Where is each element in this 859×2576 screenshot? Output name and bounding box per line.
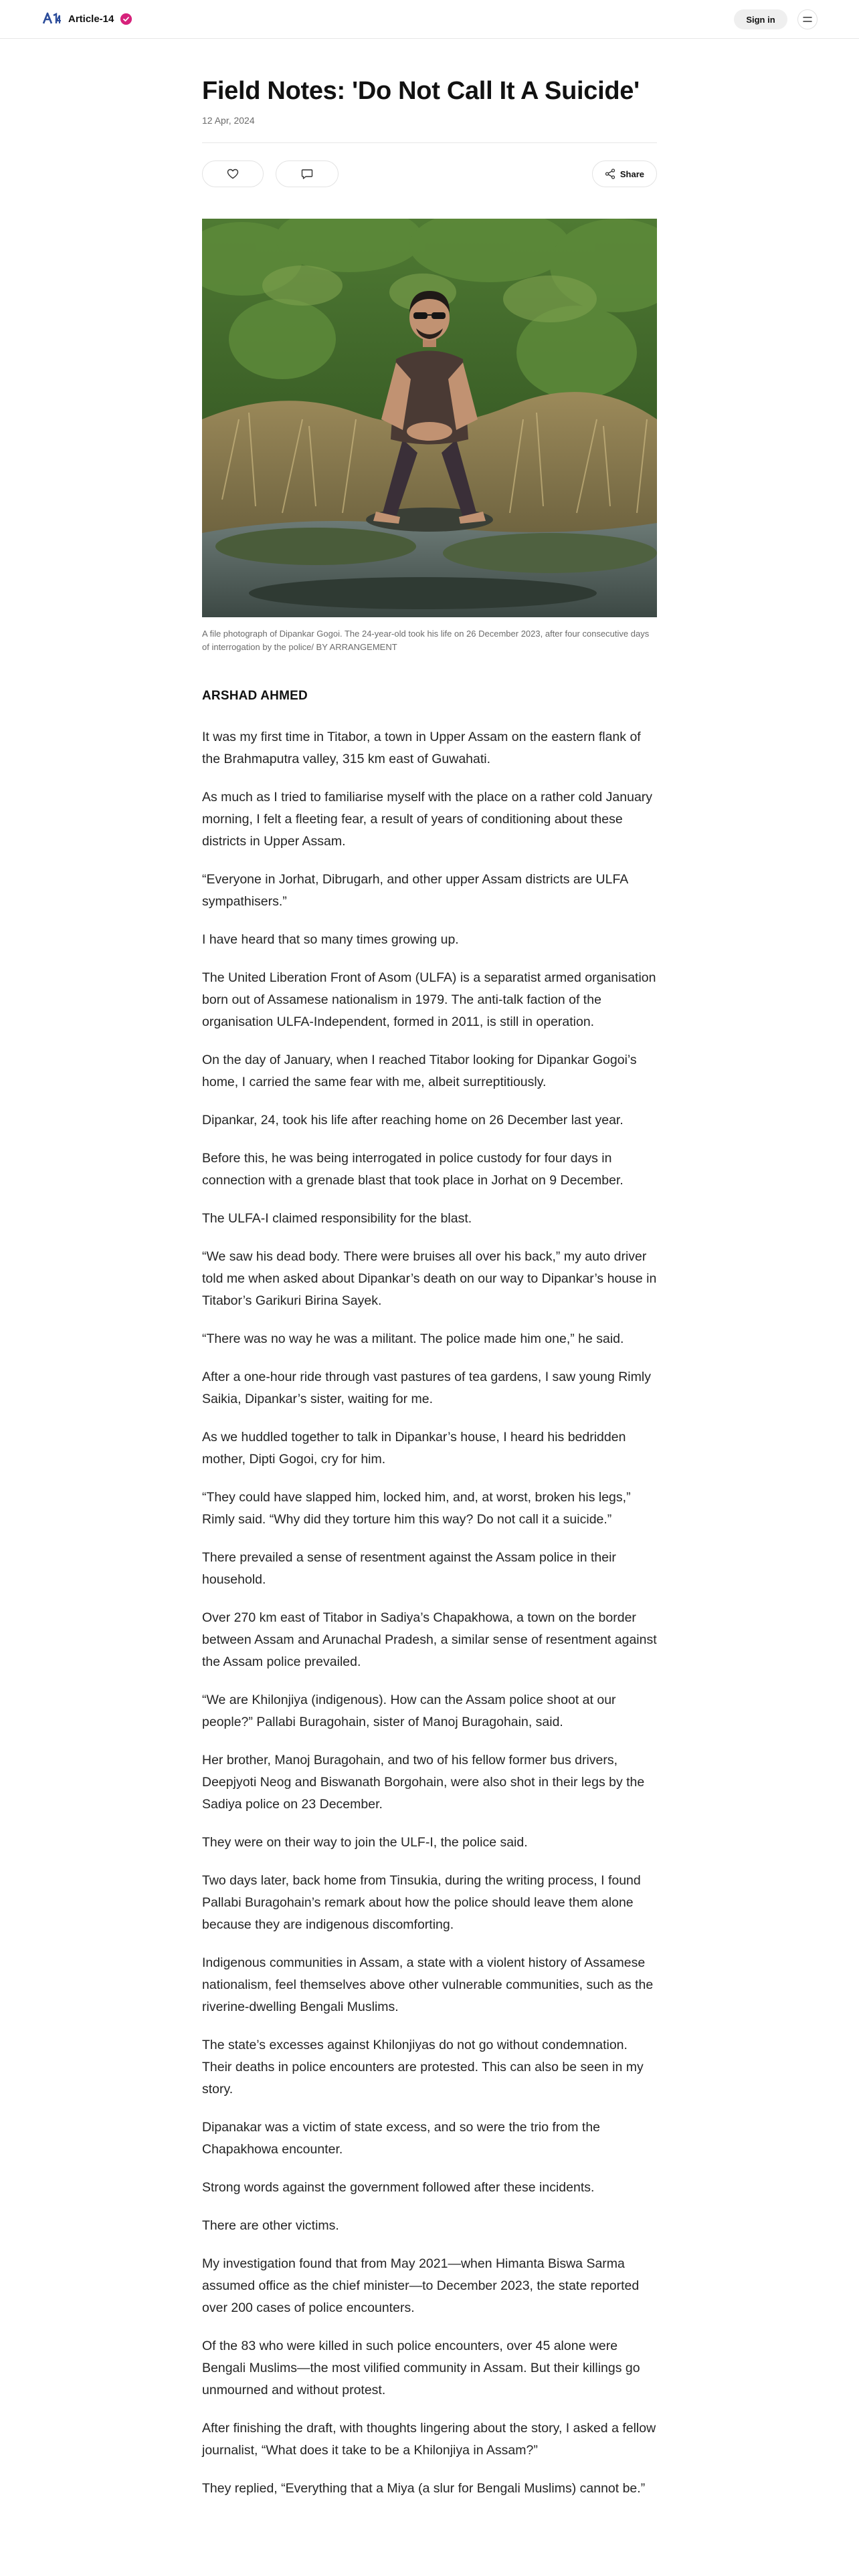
publication-brand[interactable] [41,11,132,26]
article-paragraph: They replied, “Everything that a Miya (a slur for Bengali Muslims) cannot be.” [202,2481,646,2496]
comment-icon [301,169,313,180]
top-navigation-bar [0,0,859,39]
share-button[interactable] [592,160,657,187]
article-paragraph: The ULFA-I claimed responsibility for the blast. [202,1211,472,1226]
article-paragraph: As we huddled together to talk in Dipankar’s house, I heard his bedridden mother, Dipti Gogoi, cry for him. [202,1430,626,1467]
article-paragraph: “Everyone in Jorhat, Dibrugarh, and other upper Assam districts are ULFA sympathisers.” [202,872,628,909]
image-caption: A file photograph of Dipankar Gogoi. The 24-year-old took his life on 26 December 2023, after four consecutive days of interrogation by the police/ BY ARRANGEMENT [202,629,650,652]
article-paragraph: “We are Khilonjiya (indigenous). How can the Assam police shoot at our people?” Pallabi Buragohain, sister of Manoj Buragohain, said. [202,1693,616,1729]
publication-logo-icon [41,11,62,26]
article-title: Field Notes: 'Do Not Call It A Suicide' [202,77,640,105]
article-paragraph: On the day of January, when I reached Titabor looking for Dipankar Gogoi’s home, I carried the same fear with me, albeit surreptitiously. [202,1053,637,1089]
article-actions [202,160,657,187]
article-paragraph: It was my first time in Titabor, a town in Upper Assam on the eastern flank of the Brahmaputra valley, 315 km east of Guwahati. [202,730,641,766]
share-label: Share [619,169,644,179]
publish-date: 12 Apr, 2024 [202,115,255,126]
menu-button[interactable] [797,9,818,29]
author-byline: ARSHAD AHMED [202,689,308,703]
article-paragraph: Strong words against the government followed after these incidents. [202,2180,595,2195]
article-paragraph: Over 270 km east of Titabor in Sadiya’s Chapakhowa, a town on the border between Assam and Arunachal Pradesh, a similar sense of resentment against the Assam police prevailed. [202,1610,657,1669]
article-body [202,726,657,2516]
article-paragraph: Her brother, Manoj Buragohain, and two of his fellow former bus drivers, Deepjyoti Neog and Biswanath Borgohain, were also shot in their legs by the Sadiya police on 23 December. [202,1753,645,1812]
article-paragraph: There prevailed a sense of resentment against the Assam police in their household. [202,1550,616,1587]
article-paragraph: “We saw his dead body. There were bruises all over his back,” my auto driver told me when asked about Dipankar’s death on our way to Dipankar’s house in Titabor’s Garikuri Birina Sayek. [202,1249,657,1308]
article-paragraph: My investigation found that from May 2021—when Himanta Biswa Sarma assumed office as the chief minister—to December 2023, the state reported over 200 cases of police encounters. [202,2256,640,2315]
article-paragraph: The state’s excesses against Khilonjiyas do not go without condemnation. Their deaths in police encounters are protested. This can also be seen in my story. [202,2038,644,2097]
article-paragraph: After finishing the draft, with thoughts lingering about the story, I asked a fellow journalist, “What does it take to be a Khilonjiya in Assam?” [202,2421,656,2458]
menu-icon [803,15,812,23]
comment-button[interactable] [276,160,339,187]
heart-icon [227,169,239,179]
publication-name: Article-14 [68,13,114,25]
article-paragraph: I have heard that so many times growing up. [202,932,459,947]
article-hero-photo [202,219,657,617]
article-paragraph: Indigenous communities in Assam, a state with a violent history of Assamese nationalism, feel themselves above other vulnerable communities, such as the riverine-dwelling Bengali Muslims. [202,1955,654,2014]
like-button[interactable] [202,160,264,187]
article-paragraph: Before this, he was being interrogated in police custody for four days in connection with a grenade blast that took place in Jorhat on 9 December. [202,1151,624,1188]
article-paragraph: After a one-hour ride through vast pastures of tea gardens, I saw young Rimly Saikia, Dipankar’s sister, waiting for me. [202,1370,651,1406]
article-paragraph: “There was no way he was a militant. The police made him one,” he said. [202,1331,624,1346]
article-paragraph: “They could have slapped him, locked him, and, at worst, broken his legs,” Rimly said. “Why did they torture him this way? Do not call it a suicide.” [202,1490,631,1527]
article-paragraph: There are other victims. [202,2218,339,2233]
article-paragraph: Two days later, back home from Tinsukia, during the writing process, I found Pallabi Buragohain’s remark about how the police should leave them alone because they are indigenous discomforting. [202,1873,641,1932]
sign-in-button[interactable]: Sign in [734,9,787,29]
article-paragraph: Of the 83 who were killed in such police encounters, over 45 alone were Bengali Muslims—the most vilified community in Assam. But their killings go unmourned and without protest. [202,2339,640,2397]
share-icon [605,169,615,179]
article-paragraph: Dipanakar was a victim of state excess, and so were the trio from the Chapakhowa encounter. [202,2120,601,2157]
article-paragraph: As much as I tried to familiarise myself with the place on a rather cold January morning, I felt a fleeting fear, a result of years of conditioning about these districts in Upper Assam. [202,790,653,849]
article-paragraph: Dipankar, 24, took his life after reaching home on 26 December last year. [202,1113,624,1128]
article-paragraph: The United Liberation Front of Asom (ULFA) is a separatist armed organisation born out of Assamese nationalism in 1979. The anti-talk faction of the organisation ULFA-Independent, formed in 2011, is still in operation. [202,970,656,1029]
header-divider [202,142,657,143]
verified-badge-icon [120,13,132,25]
article-paragraph: They were on their way to join the ULF-I, the police said. [202,1835,528,1850]
